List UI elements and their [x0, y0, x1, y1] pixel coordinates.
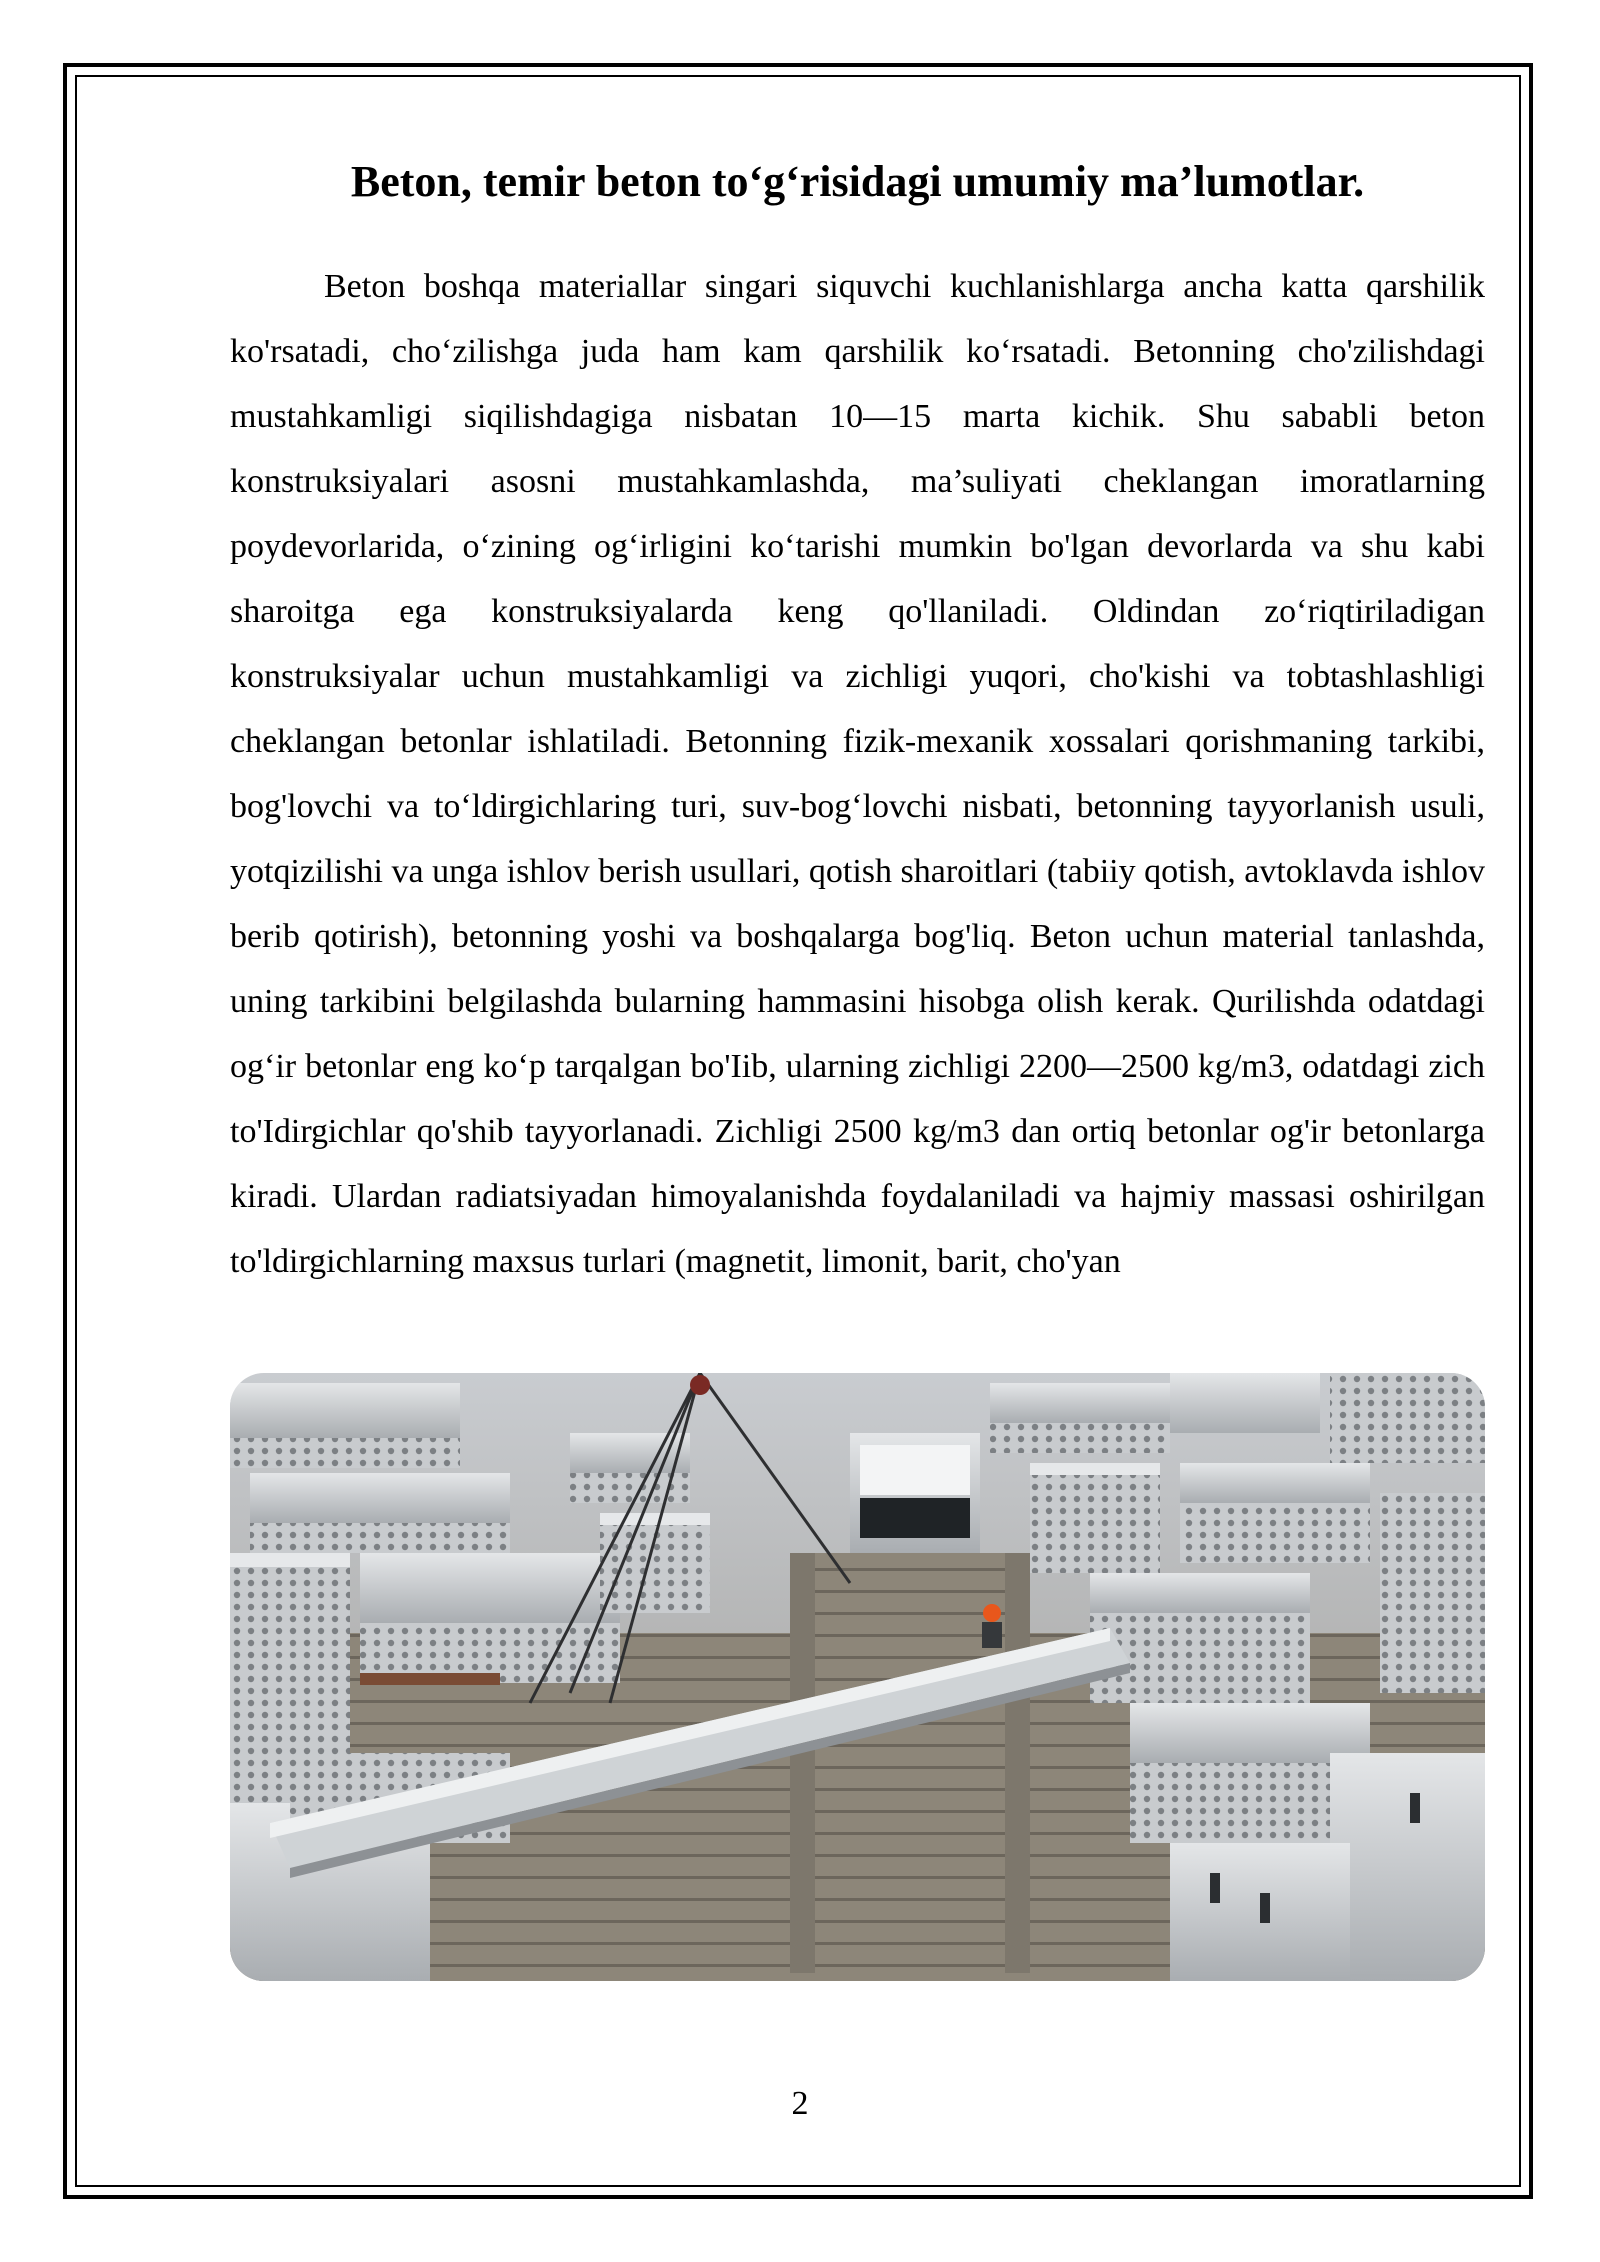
page-title: Beton, temir beton to‘g‘risidagi umumiy ma’lumotlar. [350, 157, 1365, 206]
body-paragraph: Beton boshqa materiallar singari siquvchi kuchlanishlarga ancha katta qarshilik ko'rsatadi, cho‘zilishga juda ham kam qarshilik ko‘rsatadi. Betonning cho'zilishdagi mustahkamligi siqilishdagiga nisbatan 10—15 marta kichik. Shu sababli beton konstruksiyalari asosni mustahkamlashda, ma’suliyati cheklangan imoratlarning poydevorlarida, o‘zining og‘irligini ko‘tarishi mumkin bo'lgan devorlarda va shu kabi sharoitga ega konstruksiyalarda keng qo'llaniladi. Oldindan zo‘riqtiriladigan konstruksiyalar uchun mustahkamligi va zichligi yuqori, cho'kishi va tobtashlashligi cheklangan betonlar ishlatiladi. Betonning fizik-mexanik xossalari qorishmaning tarkibi, bog'lovchi va to‘ldirgichlaring turi, suv-bog‘lovchi nisbati, betonning tayyorlanish usuli, yotqizilishi va unga ishlov berish usullari, qotish sharoitlari (tabiiy qotish, avtoklavda ishlov berib qotirish), betonning yoshi va boshqalarga bog'liq. Beton uchun material tanlashda, uning tarkibini belgilashda bularning hammasini hisobga olish kerak. Qurilishda odatdagi og‘ir betonlar eng ko‘p tarqalgan bo'Iib, ularning zichligi 2200—2500 kg/m3, odatdagi zich to'Idirgichlar qo'shib tayyorlanadi. Zichligi 2500 kg/m3 dan ortiq betonlar og'ir betonlarga kiradi. Ulardan radiatsiyadan himoyalanishda foydalaniladi va hajmiy massasi oshirilgan to'ldirgichlarning maxsus turlari (magnetit, limonit, barit, cho'yan [230, 268, 1486, 1280]
concrete-factory-photo [230, 1373, 1485, 1981]
precast-concrete-yard-image [230, 1373, 1485, 1981]
crane-hook-icon [690, 1375, 710, 1395]
page-number: 2 [791, 2085, 809, 2122]
worker-icon [982, 1604, 1002, 1648]
